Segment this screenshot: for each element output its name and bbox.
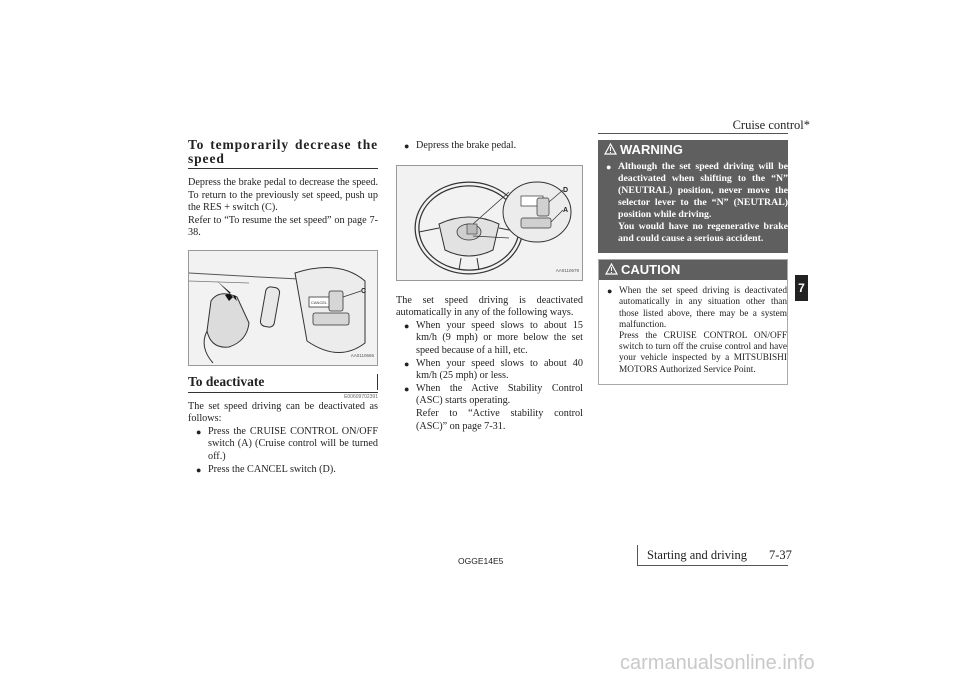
asc-bullet-text: When the Active Stability Control (ASC) starts operating. xyxy=(416,382,583,407)
middle-column xyxy=(396,138,583,433)
list-item-text: Press the CRUISE CONTROL ON/OFF switch (A) (Cruise control will be turned off.) xyxy=(208,425,378,462)
bullet-icon: ● xyxy=(196,464,202,475)
heading-deactivate xyxy=(188,373,378,393)
figure-code: AA0110666 xyxy=(350,353,374,359)
warning-item-text xyxy=(618,161,788,245)
decrease-paragraph: Depress the brake pedal to decrease the speed. To return to the previously set speed, push up the RES + switch (C). xyxy=(188,177,378,214)
list-item-text: Press the CANCEL switch (D). xyxy=(208,463,336,475)
label-c: C xyxy=(361,287,367,295)
footer-tick xyxy=(637,545,638,565)
bullet-icon: ● xyxy=(404,141,410,151)
list-item xyxy=(396,383,583,433)
caution-title xyxy=(599,260,787,281)
warning-text-1: Although the set speed driving will be deactivated when shifting to the “N” (NEUTRAL) position, never move the selector lever to the “N” (NEUTRAL) position while driving. xyxy=(618,160,788,220)
resume-reference: Refer to “To resume the set speed” on page 7-38. xyxy=(188,214,378,239)
caution-item xyxy=(599,286,787,376)
list-item xyxy=(188,464,378,477)
figure-code: AA0110679 xyxy=(555,268,579,273)
footer-doc-code: OGGE14E5 xyxy=(458,556,504,566)
heading-bracket xyxy=(377,374,378,390)
section-code: E00609702391 xyxy=(344,393,378,400)
bullet-icon: ● xyxy=(196,426,202,437)
label-d: D xyxy=(563,186,569,194)
brake-pedal-figure xyxy=(188,250,378,366)
bullet-icon: ● xyxy=(606,161,612,172)
steering-wheel-figure xyxy=(396,165,583,281)
caution-triangle-icon xyxy=(605,263,618,275)
steering-wheel-illustration xyxy=(397,166,582,280)
auto-deactivate-intro: The set speed driving is deactivated automatically in any of the following ways. xyxy=(396,294,583,319)
brake-pedal-illustration xyxy=(189,251,377,365)
caution-title-text: CAUTION xyxy=(621,261,681,277)
caution-box xyxy=(598,259,788,385)
right-column xyxy=(598,140,788,385)
list-item xyxy=(396,140,583,153)
page-number: 7-37 xyxy=(769,548,792,562)
warning-box xyxy=(598,140,788,253)
list-item xyxy=(396,320,583,358)
bullet-icon: ● xyxy=(404,358,410,369)
list-item xyxy=(188,426,378,464)
caution-item-text xyxy=(619,286,787,376)
footer-section: Starting and driving xyxy=(647,548,747,562)
warning-title xyxy=(598,140,788,161)
heading-temporarily-decrease: To temporarily decrease the speed xyxy=(188,138,378,169)
list-item-text xyxy=(416,383,583,433)
label-a: A xyxy=(563,206,569,214)
caution-text-2: Press the CRUISE CONTROL ON/OFF switch to turn off the cruise control and have your vehicle inspected by a MITSUBISHI MOTORS Authorized Service Point. xyxy=(619,331,787,375)
header-rule xyxy=(598,133,788,134)
chapter-tab: 7 xyxy=(795,275,808,301)
asc-reference: Refer to “Active stability control (ASC)” on page 7-31. xyxy=(416,407,583,432)
warning-title-text: WARNING xyxy=(620,142,683,157)
list-item-text: When your speed slows to about 40 km/h (25 mph) or less. xyxy=(416,357,583,382)
caution-text-1: When the set speed driving is deactivated automatically in any situation other than those listed above, there may be a system malfunction. xyxy=(619,286,787,330)
bullet-icon: ● xyxy=(404,383,410,394)
watermark: carmanualsonline.info xyxy=(620,652,815,674)
warning-item xyxy=(598,161,788,245)
list-item xyxy=(396,358,583,383)
cancel-switch-text: CANCEL xyxy=(311,299,328,305)
left-column xyxy=(188,138,378,476)
running-header: Cruise control* xyxy=(732,118,810,132)
footer-rule xyxy=(637,565,788,566)
bullet-icon: ● xyxy=(607,286,613,297)
warning-text-2: You would have no regenerative brake and could cause a serious accident. xyxy=(618,220,788,244)
bullet-icon: ● xyxy=(404,320,410,331)
deactivate-intro: The set speed driving can be deactivated as follows: xyxy=(188,400,378,425)
heading-deactivate-text: To deactivate xyxy=(188,373,265,389)
list-item-text: Depress the brake pedal. xyxy=(416,140,517,151)
warning-triangle-icon xyxy=(604,143,617,155)
list-item-text: When your speed slows to about 15 km/h (9 mph) or more below the set speed because of a hill, etc. xyxy=(416,319,583,356)
